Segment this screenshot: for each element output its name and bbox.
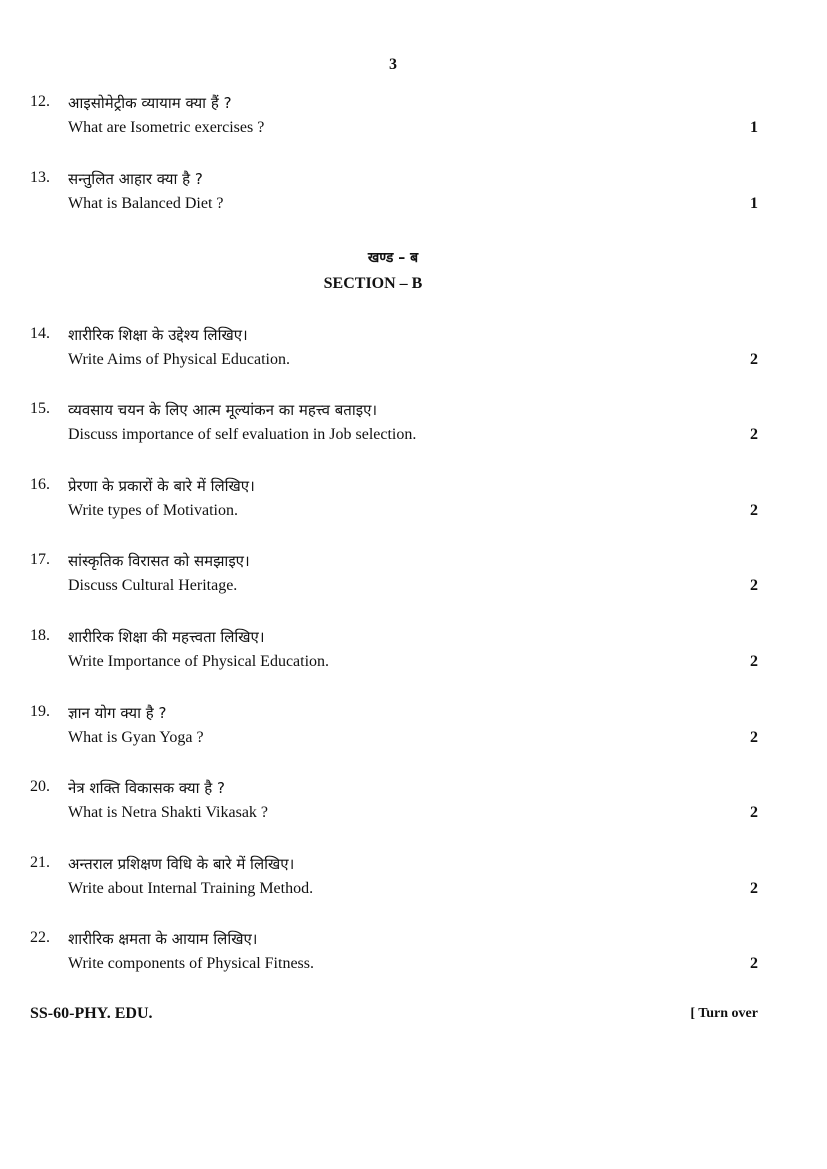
question-text-english: Write about Internal Training Method. (68, 880, 314, 897)
question-number: 22. (30, 929, 50, 946)
question-text-english: Write Importance of Physical Education. (68, 653, 330, 670)
question-text-english: What is Balanced Diet ? (68, 195, 224, 212)
question-marks: 2 (750, 955, 758, 972)
question-17 (0, 551, 827, 611)
question-text-hindi: शारीरिक शिक्षा के उद्देश्य लिखिए। (68, 326, 248, 344)
question-number: 12. (30, 93, 50, 110)
turn-over-note: [ Turn over (690, 1006, 758, 1021)
question-text-hindi: नेत्र शक्ति विकासक क्या है ? (68, 779, 225, 797)
question-number: 15. (30, 400, 50, 417)
question-12 (0, 93, 827, 153)
question-number: 13. (30, 169, 50, 186)
question-marks: 1 (750, 195, 758, 212)
question-text-hindi: व्यवसाय चयन के लिए आत्म मूल्यांकन का महत्त्व बताइए। (68, 401, 378, 419)
question-text-hindi: शारीरिक क्षमता के आयाम लिखिए। (68, 930, 258, 948)
question-text-hindi: शारीरिक शिक्षा की महत्त्वता लिखिए। (68, 628, 265, 646)
question-20 (0, 778, 827, 838)
question-21 (0, 854, 827, 914)
question-22 (0, 929, 827, 989)
question-text-english: Write types of Motivation. (68, 502, 238, 519)
section-title-english: SECTION – B (323, 275, 423, 292)
question-marks: 2 (750, 502, 758, 519)
question-text-hindi: अन्तराल प्रशिक्षण विधि के बारे में लिखिए। (68, 855, 295, 873)
question-18 (0, 627, 827, 687)
question-text-hindi: प्रेरणा के प्रकारों के बारे में लिखिए। (68, 477, 255, 495)
question-text-hindi: सन्तुलित आहार क्या है ? (68, 170, 203, 188)
question-marks: 2 (750, 426, 758, 443)
question-number: 19. (30, 703, 50, 720)
question-number: 14. (30, 325, 50, 342)
question-19 (0, 703, 827, 763)
question-13 (0, 169, 827, 229)
question-marks: 2 (750, 577, 758, 594)
question-text-english: Write components of Physical Fitness. (68, 955, 314, 972)
question-number: 21. (30, 854, 50, 871)
question-number: 17. (30, 551, 50, 568)
question-marks: 2 (750, 351, 758, 368)
question-text-english: Discuss Cultural Heritage. (68, 577, 238, 594)
question-text-english: What are Isometric exercises ? (68, 119, 265, 136)
paper-code: SS-60-PHY. EDU. (30, 1005, 153, 1022)
question-text-english: What is Gyan Yoga ? (68, 729, 204, 746)
question-number: 16. (30, 476, 50, 493)
question-15 (0, 400, 827, 460)
question-number: 20. (30, 778, 50, 795)
question-16 (0, 476, 827, 536)
question-text-english: What is Netra Shakti Vikasak ? (68, 804, 269, 821)
question-14 (0, 325, 827, 385)
question-text-hindi: सांस्कृतिक विरासत को समझाइए। (68, 552, 250, 570)
question-marks: 1 (750, 119, 758, 136)
question-marks: 2 (750, 804, 758, 821)
question-number: 18. (30, 627, 50, 644)
section-title-hindi: खण्ड – ब (367, 250, 419, 266)
question-marks: 2 (750, 729, 758, 746)
page-number: 3 (389, 56, 397, 73)
question-text-hindi: ज्ञान योग क्या है ? (68, 704, 167, 722)
question-text-english: Discuss importance of self evaluation in Job selection. (68, 426, 417, 443)
question-text-english: Write Aims of Physical Education. (68, 351, 290, 368)
question-marks: 2 (750, 880, 758, 897)
question-marks: 2 (750, 653, 758, 670)
question-text-hindi: आइसोमेट्रीक व्यायाम क्या हैं ? (68, 94, 232, 112)
